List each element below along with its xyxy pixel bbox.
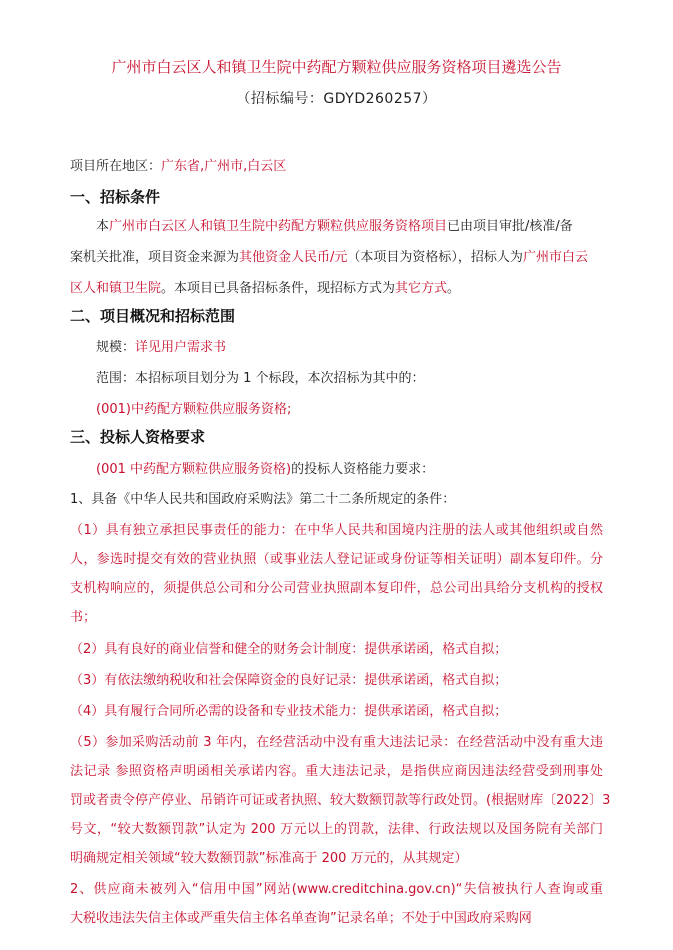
text-span: 。: [447, 281, 461, 296]
paragraph-line: 罚或者责令停产停业、吊销许可证或者执照、较大数额罚款等行政处罚。(根据财库〔2022〕3: [70, 793, 611, 808]
project-scale: [96, 336, 226, 355]
section-heading-2: 二、项目概况和招标范围: [70, 307, 236, 325]
requirement-2: （2）具有良好的商业信誉和健全的财务会计制度：提供承诺函，格式自拟；: [70, 642, 508, 657]
paragraph-line: [70, 277, 460, 296]
tenderer-name: 区人和镇卫生院: [70, 281, 162, 296]
text-span: 已由项目审批/核准/备: [447, 219, 573, 234]
paragraph-line: 明确规定相关领域“较大数额罚款”标准高于 200 万元的，从其规定）: [70, 851, 468, 866]
page-title: 广州市白云区人和镇卫生院中药配方颗粒供应服务资格项目遴选公告: [111, 58, 562, 76]
location-label: 项目所在地区：: [70, 159, 162, 174]
funding-source: 其他资金人民币/元: [239, 250, 348, 265]
tender-method: 其它方式: [395, 281, 448, 296]
paragraph-line: 号文，“较大数额罚款”认定为 200 万元以上的罚款，法律、行政法规以及国务院有关部门: [70, 822, 603, 837]
lot-reference: (001 中药配方颗粒供应服务资格): [96, 462, 292, 477]
scale-value: 详见用户需求书: [135, 340, 227, 355]
requirement-3: （3）有依法缴纳税收和社会保障资金的良好记录：提供承诺函，格式自拟；: [70, 673, 508, 688]
section-heading-1: 一、招标条件: [70, 188, 161, 206]
lot-item: (001)中药配方颗粒供应服务资格;: [96, 402, 292, 417]
section-heading-3: 三、投标人资格要求: [70, 428, 206, 446]
tenderer-name: 广州市白云: [522, 250, 588, 265]
project-scope: 范围：本招标项目划分为 1 个标段，本次招标为其中的：: [96, 371, 425, 386]
text-span: 案机关批准，项目资金来源为: [70, 250, 240, 265]
paragraph-line: [70, 246, 588, 265]
tender-number: （招标编号：GDYD260257）: [236, 91, 437, 107]
scale-label: 规模：: [96, 340, 136, 355]
text-span: 本: [96, 219, 110, 234]
qualification-intro: [96, 458, 434, 477]
paragraph-line: 支机构响应的，须提供总公司和分公司营业执照副本复印件，总公司出具给分支机构的授权: [70, 581, 603, 596]
project-location: [70, 155, 286, 174]
paragraph-line: 人，参选时提交有效的营业执照（或事业法人登记证或身份证等相关证明）副本复印件。分: [70, 552, 603, 567]
paragraph-line: 2、供应商未被列入“信用中国”网站(www.creditchina.gov.cn)“失信被执行人查询或重: [70, 882, 603, 897]
text-span: ，招标人为: [457, 250, 523, 265]
text-span: （本项目为资格标）: [347, 250, 458, 265]
paragraph-line: （1）具有独立承担民事责任的能力：在中华人民共和国境内注册的法人或其他组织或自然: [70, 523, 603, 538]
requirement-4: （4）具有履行合同所必需的设备和专业技术能力：提供承诺函，格式自拟；: [70, 704, 508, 719]
text-span: 的投标人资格能力要求：: [291, 462, 435, 477]
project-name: 广州市白云区人和镇卫生院中药配方颗粒供应服务资格项目: [109, 219, 448, 234]
paragraph-line: 大税收违法失信主体或严重失信主体名单查询”记录名单；不处于中国政府采购网: [70, 911, 532, 926]
location-value: 广东省,广州市,白云区: [161, 159, 287, 174]
paragraph-line: 书；: [70, 610, 97, 625]
requirement-item-1: 1、具备《中华人民共和国政府采购法》第二十二条所规定的条件：: [70, 492, 456, 507]
paragraph-line: [96, 215, 573, 234]
paragraph-line: 法记录 参照资格声明函相关承诺内容。重大违法记录，是指供应商因违法经营受到刑事处: [70, 764, 603, 779]
paragraph-line: （5）参加采购活动前 3 年内，在经营活动中没有重大违法记录：在经营活动中没有重大违: [70, 735, 603, 750]
text-span: 。本项目已具备招标条件，现招标方式为: [161, 281, 396, 296]
